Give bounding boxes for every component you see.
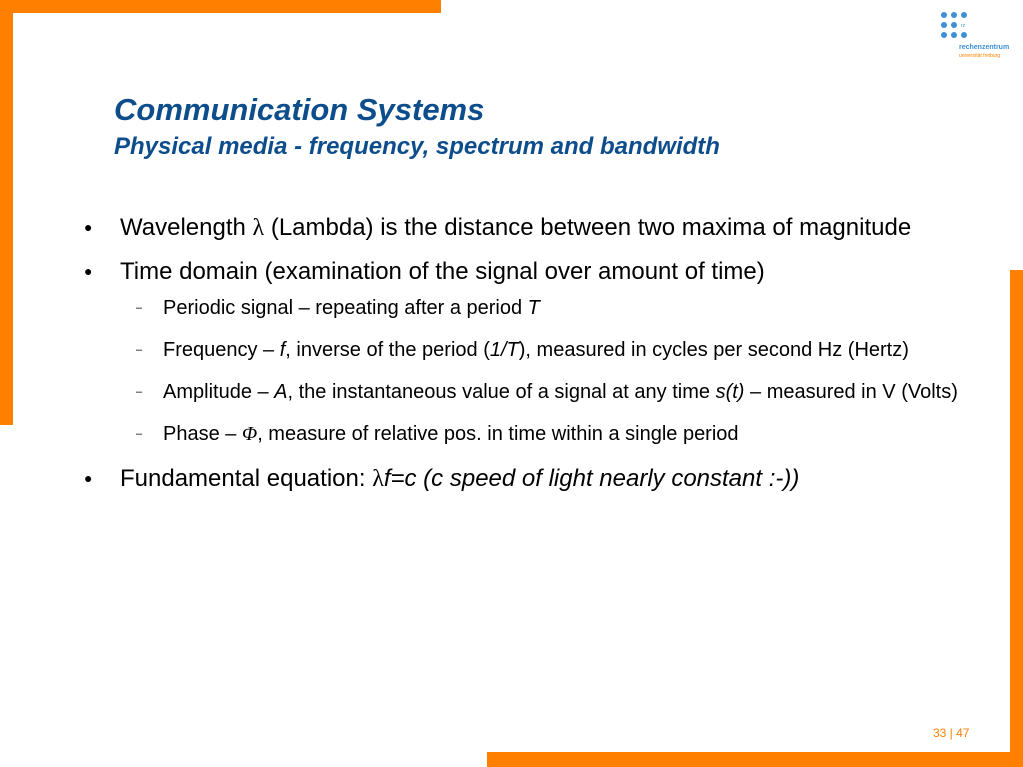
logo-dot — [941, 22, 947, 28]
text: 1/T — [489, 339, 519, 361]
bullet-icon: ● — [84, 219, 93, 235]
text: Frequency – — [163, 339, 280, 361]
bullet-icon: ● — [84, 470, 93, 486]
logo-name: rechenzentrum — [959, 44, 1010, 51]
lambda-symbol: λ — [252, 215, 265, 241]
dash-icon: – — [136, 428, 143, 440]
logo-dot — [941, 32, 947, 38]
dash-icon: – — [136, 386, 143, 398]
text: (Lambda) is the distance between two maxima of magnitude — [264, 214, 912, 241]
logo-dot — [951, 12, 957, 18]
logo-dot — [951, 22, 957, 28]
text: – measured in V (Volts) — [744, 381, 958, 403]
text: Amplitude – — [163, 381, 275, 403]
text: Phase – — [163, 423, 242, 445]
sub-bullet-amplitude — [84, 379, 964, 406]
phi-symbol: Φ — [241, 423, 258, 445]
text: Periodic signal – repeating after a period — [163, 297, 528, 319]
text: A — [274, 381, 288, 403]
logo-dot — [961, 32, 967, 38]
text: , inverse of the period ( — [285, 339, 490, 361]
text: Fundamental equation: — [120, 465, 373, 492]
logo-mark: rz — [961, 23, 966, 29]
sub-bullet-phase — [84, 421, 964, 448]
bullet-wavelength — [84, 212, 964, 244]
lambda-symbol: λ — [372, 466, 384, 492]
left-orange-bar — [0, 0, 13, 425]
logo-dot — [941, 12, 947, 18]
top-orange-bar — [0, 0, 441, 13]
dash-icon: – — [136, 302, 143, 314]
logo-dots-icon — [941, 12, 973, 44]
slide-title: Communication Systems — [114, 92, 485, 127]
bottom-orange-bar — [487, 752, 1023, 767]
text: ), measured in cycles per second Hz (Hertz) — [518, 339, 909, 361]
text: Wavelength — [120, 214, 253, 241]
slide-subtitle: Physical media - frequency, spectrum and bandwidth — [114, 133, 720, 160]
page-number: 33 | 47 — [933, 726, 970, 740]
text: , measure of relative pos. in time within a single period — [257, 423, 739, 445]
logo-subtitle: universität freiburg — [959, 53, 1001, 59]
right-orange-bar — [1010, 270, 1023, 767]
text: f=c (c speed of light nearly constant :-)) — [383, 465, 800, 492]
logo-dot — [961, 12, 967, 18]
text: Time domain (examination of the signal over amount of time) — [120, 258, 765, 285]
text: T — [527, 297, 540, 319]
sub-bullet-periodic — [84, 295, 964, 322]
slide-body — [84, 212, 964, 507]
dash-icon: – — [136, 344, 143, 356]
text: s(t) — [715, 381, 745, 403]
text: , the instantaneous value of a signal at any time — [287, 381, 716, 403]
bullet-icon: ● — [84, 263, 93, 279]
logo-dot — [951, 32, 957, 38]
rechenzentrum-logo — [937, 12, 1010, 72]
bullet-time-domain — [84, 256, 964, 287]
bullet-fundamental-equation — [84, 463, 964, 495]
text: f — [279, 339, 286, 361]
sub-bullet-frequency — [84, 337, 964, 364]
